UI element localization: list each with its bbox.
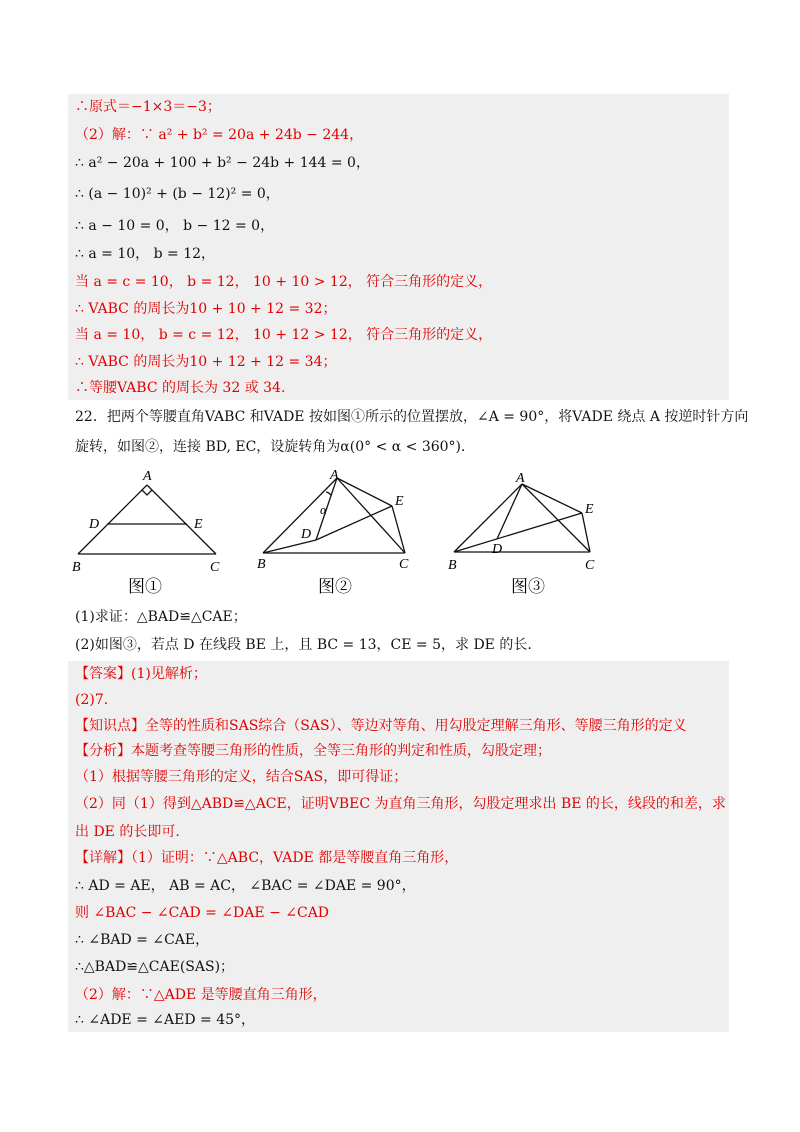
fig3-caption: 图③ [511,577,545,596]
figure-1 [66,468,236,598]
solution-line: 当 a = 10， b = c = 12， 10 + 12 > 12， 符合三角形的定义， [75,327,493,343]
fig1-right-angle-mark [142,490,152,495]
fig1-label-e: E [194,517,203,532]
fig2-label-e: E [395,494,404,509]
fig2-label-c: C [399,557,409,572]
fig3-label-e: E [585,502,594,517]
answer-line: 【知识点】全等的性质和SAS综合（SAS）、等边对等角、用勾股定理解三角形、等腰三角形的定义 [75,718,687,734]
fig2-label-a: A [330,468,339,483]
answer-line: 【答案】(1)见解析； [75,666,207,682]
question-stem-cont: 旋转，如图②，连接 BD, EC，设旋转角为α(0° < α < 360°)． [75,439,476,455]
solution-line: ∴ VABC 的周长为10 + 10 + 12 = 32； [75,301,337,317]
solution-line: 当 a = c = 10， b = 12， 10 + 10 > 12， 符合三角形的定义， [75,274,493,290]
fig1-side-ac [147,485,216,554]
answer-line: 则 ∠BAC − ∠CAD = ∠DAE − ∠CAD [75,905,330,921]
fig3-side-ae [522,484,582,513]
fig2-caption: 图② [318,577,352,596]
fig2-side-ae [337,478,392,506]
figure-2 [254,468,424,598]
answer-line: ∴△BAD≌△CAE(SAS)； [75,959,235,975]
fig2-side-de [316,506,392,540]
solution-line: ∴原式＝−1×3＝−3； [75,99,221,115]
answer-line: ∴ ∠ADE = ∠AED = 45°， [75,1012,256,1028]
fig3-side-ad [497,484,522,539]
fig3-label-c: C [585,558,595,573]
fig3-segment-ec [582,513,590,552]
fig1-label-d: D [89,517,100,532]
fig1-label-b: B [72,560,81,575]
fig2-label-b: B [257,557,266,572]
fig1-caption: 图① [128,577,162,596]
fig3-label-b: B [448,558,457,573]
solution-line: ∴等腰VABC 的周长为 32 或 34. [75,380,286,396]
figure-3 [442,468,612,598]
answer-line: 出 DE 的长即可. [75,824,180,840]
fig2-angle-arc [326,492,331,495]
question-stem: 22．把两个等腰直角VABC 和VADE 按如图①所示的位置摆放，∠A = 90°，将VADE 绕点 A 按逆时针方向 [75,409,749,425]
solution-line: ∴ (a − 10)² + (b − 12)² = 0， [75,186,280,202]
solution-line: （2）解：∵ a² + b² = 20a + 24b − 244， [75,127,364,143]
question-part-1: (1)求证：△BAD≌△CAE； [75,609,247,625]
answer-line: （2）解：∵△ADE 是等腰直角三角形， [75,987,327,1003]
solution-line: ∴ a = 10， b = 12， [75,246,216,262]
fig1-label-a: A [143,469,152,484]
answer-line: ∴ AD = AE， AB = AC， ∠BAC = ∠DAE = 90°， [75,878,416,894]
answer-line: （1）根据等腰三角形的定义，结合SAS，即可得证； [75,769,408,785]
answer-line: (2)7. [75,692,109,708]
fig2-label-alpha: α [320,502,327,517]
fig3-side-ac [522,484,590,552]
answer-line: ∴ ∠BAD = ∠CAE， [75,932,210,948]
fig3-label-d: D [492,542,503,557]
fig2-label-d: D [301,527,312,542]
answer-line: 【分析】本题考查等腰三角形的性质，全等三角形的判定和性质，勾股定理； [75,743,551,759]
fig1-label-c: C [210,560,220,575]
answer-line: 【详解】（1）证明：∵△ABC，VADE 都是等腰直角三角形， [75,850,459,866]
question-part-2: (2)如图③，若点 D 在线段 BE 上，且 BC = 13，CE = 5，求 DE 的长. [75,637,532,653]
answer-line: （2）同（1）得到△ABD≌△ACE，证明VBEC 为直角三角形，勾股定理求出 BE 的长，线段的和差，求 [75,796,726,812]
solution-line: ∴ a² − 20a + 100 + b² − 24b + 144 = 0， [75,155,370,171]
fig3-label-a: A [516,471,525,486]
solution-line: ∴ a − 10 = 0， b − 12 = 0， [75,218,275,234]
solution-line: ∴ VABC 的周长为10 + 12 + 12 = 34； [75,354,337,370]
